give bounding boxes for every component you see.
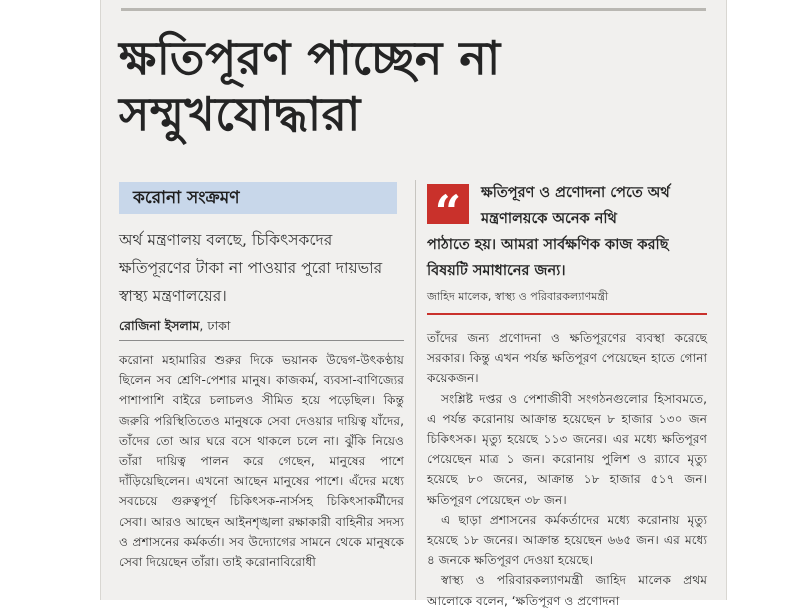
newspaper-page (100, 0, 727, 608)
pullquote-lead: ক্ষতিপূরণ ও প্রণোদনা পেতে অর্থ মন্ত্রণালয়কে অনেক নথি (481, 185, 670, 227)
body-right-column (427, 328, 707, 611)
column-divider (415, 180, 416, 600)
byline (119, 318, 404, 338)
body-paragraph: তাঁদের জন্য প্রণোদনা ও ক্ষতিপূরণের ব্যবস্থা করেছে সরকার। কিন্তু এখন পর্যন্ত ক্ষতিপূরণ পেয়েছেন হাতে গোনা কয়েকজন। (427, 331, 707, 386)
byline-name: রোজিনা ইসলাম (119, 318, 200, 333)
byline-place: , ঢাকা (199, 318, 231, 333)
quote-mark-icon: “ (427, 184, 469, 224)
top-rule (121, 8, 706, 11)
body-paragraph: স্বাস্থ্য ও পরিবারকল্যাণমন্ত্রী জাহিদ মালেক প্রথম আলোকে বলেন, ‘ক্ষতিপূরণ ও প্রণোদনা (427, 573, 707, 608)
deck: অর্থ মন্ত্রণালয় বলছে, চিকিৎসকদের ক্ষতিপূরণের টাকা না পাওয়ার পুরো দায়ভার স্বাস্থ্য মন্ত্রণালয়ের। (119, 231, 383, 305)
body-paragraph: করোনা মহামারির শুরুর দিকে ভয়ানক উদ্বেগ-উৎকণ্ঠায় ছিলেন সব শ্রেণি-পেশার মানুষ। কাজকর্ম, ব্যবসা-বাণিজ্যের পাশাপাশি বাইরে চলাচলও সীমিত হয়ে পড়েছিল। কিন্তু জরুরি পরিস্থিতিতেও মানুষকে সেবা দেওয়ার দায়িত্ব যাঁদের, তাঁদের তো আর ঘরে বসে থাকলে চলে না। ঝুঁকি নিয়েও তাঁরা দায়িত্ব পালন করে গেছেন, মানুষের পাশে দাঁড়িয়েছিলেন। এখনো আছেন মানুষের পাশে। এঁদের মধ্যে সবচেয়ে গুরুত্বপূর্ণ চিকিৎসক-নার্সসহ চিকিৎসাকর্মীদের সেবা। আরও আছেন আইনশৃঙ্খলা রক্ষাকারী বাহিনীর সদস্য ও প্রশাসনের কর্মকর্তা। সব উদ্যোগের সামনে থেকে মানুষকে সেবা দিয়েছেন তাঁরা। তাই করোনাবিরোধী (119, 353, 404, 570)
pullquote-rule (427, 313, 707, 315)
pullquote-tail: পাঠাতে হয়। আমরা সার্বক্ষণিক কাজ করছি বিষয়টি সমাধানের জন্য। (427, 237, 669, 279)
headline: ক্ষতিপূরণ পাচ্ছেন না সম্মুখযোদ্ধারা (119, 31, 501, 141)
body-left-column (119, 350, 404, 572)
section-tag: করোনা সংক্রমণ (119, 182, 397, 214)
byline-rule (119, 340, 404, 341)
body-paragraph: সংশ্লিষ্ট দপ্তর ও পেশাজীবী সংগঠনগুলোর হিসাবমতে, এ পর্যন্ত করোনায় আক্রান্ত হয়েছেন ৮ হাজার ১৩০ জন চিকিৎসক। মৃত্যু হয়েছে ১১৩ জনের। এর মধ্যে ক্ষতিপূরণ পেয়েছেন মাত্র ১ জন। করোনায় পুলিশ ও র‌্যাবে মৃত্যু হয়েছে ৮০ জনের, আক্রান্ত ১৮ হাজার ৫১৭ জন। ক্ষতিপূরণ পেয়েছেন ৩৮ জন। (427, 391, 707, 507)
body-paragraph: এ ছাড়া প্রশাসনের কর্মকর্তাদের মধ্যে করোনায় মৃত্যু হয়েছে ১৮ জনের। আক্রান্ত হয়েছেন ৬৬৫ জন। এর মধ্যে ৪ জনকে ক্ষতিপূরণ দেওয়া হয়েছে। (427, 512, 707, 568)
pullquote-attribution: জাহিদ মালেক, স্বাস্থ্য ও পরিবারকল্যাণমন্ত্রী (427, 290, 609, 303)
